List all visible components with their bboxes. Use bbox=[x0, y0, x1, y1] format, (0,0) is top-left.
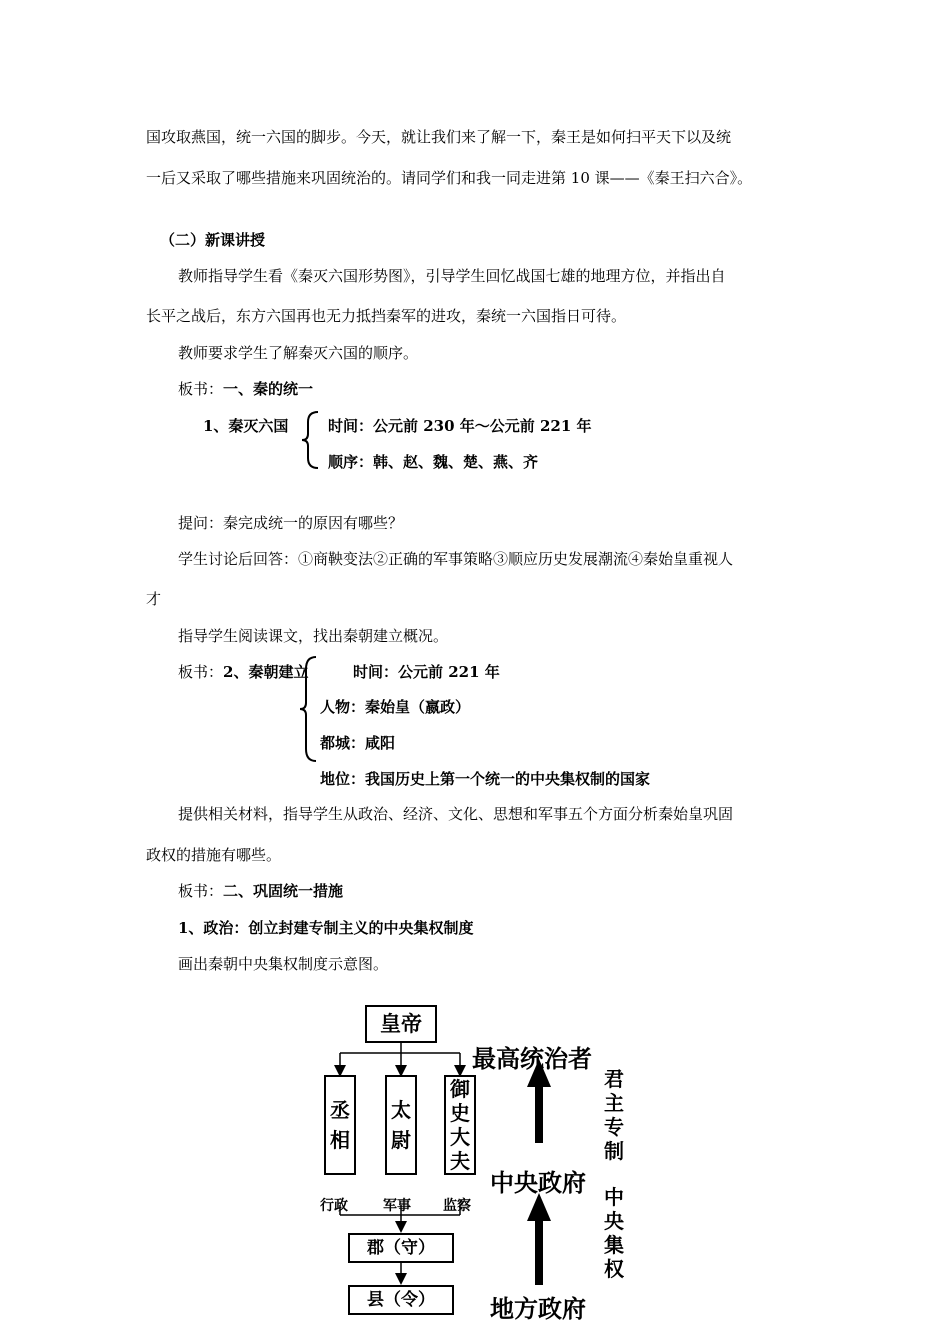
item-1-order: 顺序：韩、赵、魏、楚、燕、齐 bbox=[328, 453, 539, 471]
item-1-time: 时间：公元前 230 年～公元前 221 年 bbox=[328, 417, 592, 435]
board-note-1 bbox=[178, 379, 313, 399]
paragraph-3-line-2: 政权的措施有哪些。 bbox=[146, 846, 282, 864]
section-heading: （二）新课讲授 bbox=[160, 231, 266, 249]
paragraph-2: 教师要求学生了解秦灭六国的顺序。 bbox=[178, 344, 419, 362]
brace-1 bbox=[298, 410, 322, 470]
board-prefix: 板书： bbox=[178, 882, 224, 900]
brace-2 bbox=[296, 655, 320, 763]
label-supervise: 监察 bbox=[443, 1198, 471, 1214]
answer-line-1: 学生讨论后回答：①商鞅变法②正确的军事策略③顺应历史发展潮流④秦始皇重视人 bbox=[178, 550, 734, 568]
local-gov-label: 地方政府 bbox=[490, 1295, 586, 1323]
draw-instruction: 画出秦朝中央集权制度示意图。 bbox=[178, 955, 389, 973]
label-admin: 行政 bbox=[320, 1198, 348, 1214]
board-note-2 bbox=[178, 662, 308, 682]
intro-line-1: 国攻取燕国，统一六国的脚步。今天，就让我们来了解一下，秦王是如何扫平天下以及统 bbox=[146, 128, 732, 146]
guide: 指导学生阅读课文，找出秦朝建立概况。 bbox=[178, 627, 449, 645]
politics-item: 1、政治：创立封建专制主义的中央集权制度 bbox=[178, 919, 474, 937]
qin-status: 地位：我国历史上第一个统一的中央集权制的国家 bbox=[320, 770, 651, 788]
board-note-3 bbox=[178, 881, 343, 901]
qin-time: 时间：公元前 221 年 bbox=[353, 663, 500, 681]
question: 提问：秦完成统一的原因有哪些？ bbox=[178, 514, 404, 532]
answer-line-2: 才 bbox=[146, 590, 162, 608]
supreme-ruler-label: 最高统治者 bbox=[472, 1045, 592, 1073]
county-box: 县（令） bbox=[348, 1285, 454, 1315]
autocracy-label: 君 主 专 制 bbox=[604, 1067, 624, 1163]
qin-capital: 都城：咸阳 bbox=[320, 734, 396, 752]
commandery-box: 郡（守） bbox=[348, 1233, 454, 1263]
censor-box: 御 史 大 夫 bbox=[444, 1075, 476, 1175]
board-prefix: 板书： bbox=[178, 663, 224, 681]
label-military: 军事 bbox=[383, 1198, 411, 1214]
board-title: 一、秦的统一 bbox=[223, 380, 314, 398]
paragraph-3-line-1: 提供相关材料，指导学生从政治、经济、文化、思想和军事五个方面分析秦始皇巩固 bbox=[178, 805, 734, 823]
board-prefix: 板书： bbox=[178, 380, 224, 398]
qin-person: 人物：秦始皇（嬴政） bbox=[320, 698, 471, 716]
intro-line-2: 一后又采取了哪些措施来巩固统治的。请同学们和我一同走进第 10 课——《秦王扫六合》。 bbox=[146, 169, 753, 187]
board-title: 二、巩固统一措施 bbox=[223, 882, 344, 900]
chancellor-box: 丞 相 bbox=[324, 1075, 356, 1175]
board-title: 2、秦朝建立 bbox=[223, 663, 309, 681]
taiwei-box: 太 尉 bbox=[385, 1075, 417, 1175]
paragraph-1-line-1: 教师指导学生看《秦灭六国形势图》，引导学生回忆战国七雄的地理方位，并指出自 bbox=[178, 267, 726, 285]
central-power-diagram bbox=[310, 995, 650, 1325]
centralization-label: 中 央 集 权 bbox=[604, 1185, 624, 1281]
paragraph-1-line-2: 长平之战后，东方六国再也无力抵挡秦军的进攻，秦统一六国指日可待。 bbox=[146, 307, 627, 325]
item-1-label: 1、秦灭六国 bbox=[203, 417, 289, 435]
emperor-box: 皇帝 bbox=[365, 1005, 437, 1043]
central-gov-label: 中央政府 bbox=[490, 1169, 586, 1197]
